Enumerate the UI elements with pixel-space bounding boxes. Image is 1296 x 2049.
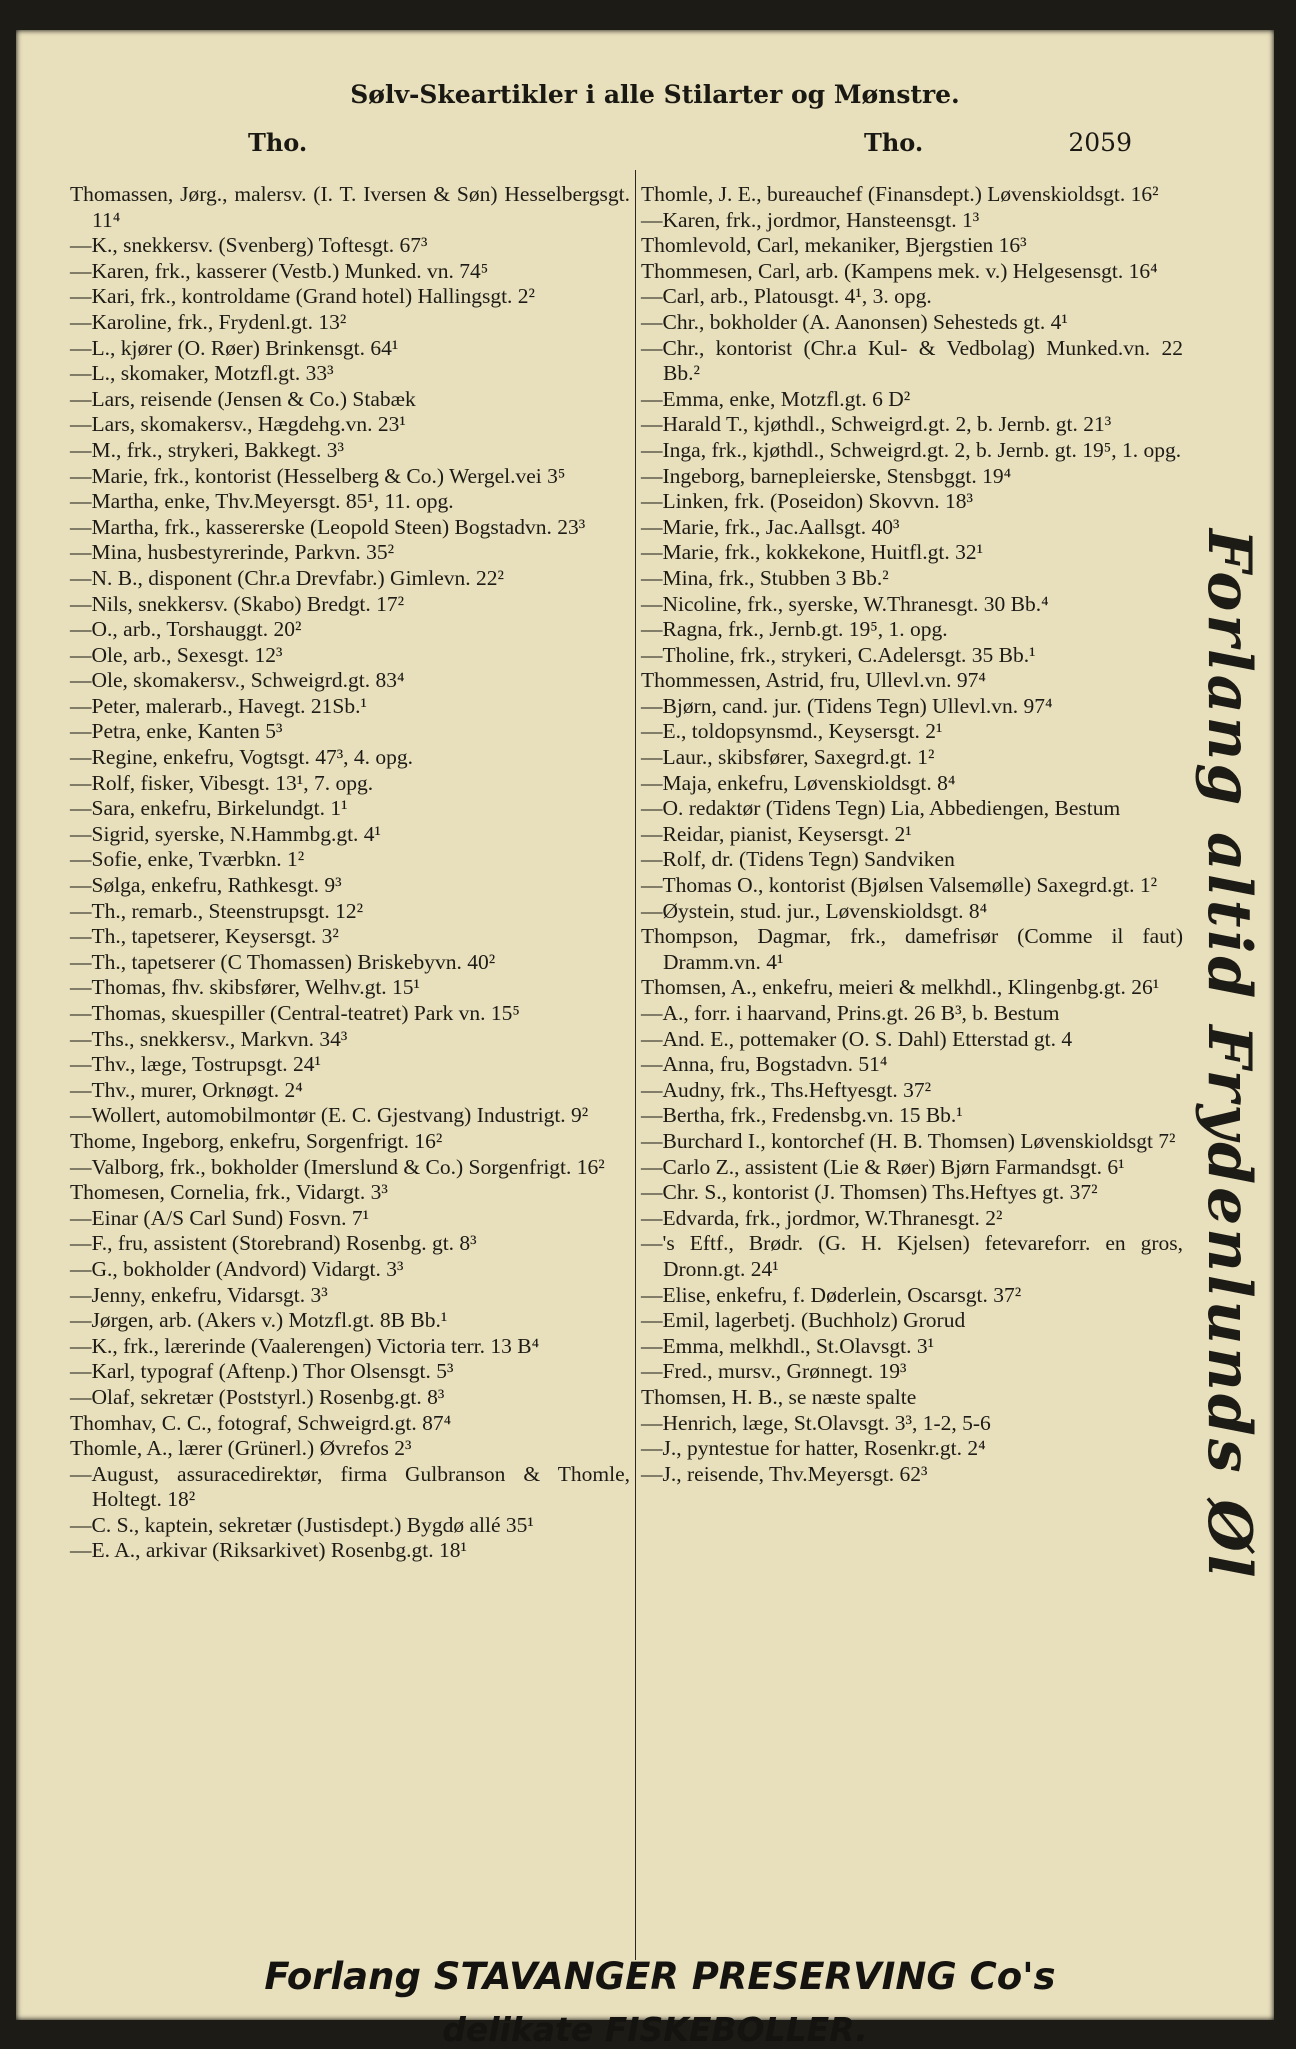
directory-entry: —'s Eftf., Brødr. (G. H. Kjelsen) fetevareforr. en gros, Dronn.gt. 24¹ [641,1231,1183,1281]
directory-entry: —Sofie, enke, Tværbkn. 1² [70,847,305,872]
directory-entry: —Ingeborg, barnepleierske, Stensbggt. 19⁴ [641,463,1012,488]
directory-entry: Thome, Ingeborg, enkefru, Sorgenfrigt. 16² [70,1128,443,1153]
top-banner-advert: Sølv-Skeartikler i alle Stilarter og Mønstre. [350,80,960,109]
directory-entry: —Mina, frk., Stubben 3 Bb.² [641,565,889,590]
directory-entry: —L., skomaker, Motzfl.gt. 33³ [70,361,334,386]
directory-entry: Thomle, A., lærer (Grünerl.) Øvrefos 2³ [70,1436,412,1461]
directory-entry: —Wollert, automobilmontør (E. C. Gjestvang) Industrigt. 9² [70,1103,589,1128]
directory-entry: —Ths., snekkersv., Markvn. 34³ [70,1026,348,1051]
directory-entry: —Rolf, dr. (Tidens Tegn) Sandviken [641,847,955,872]
directory-entry: —Inga, frk., kjøthdl., Schweigrd.gt. 2, b. Jernb. gt. 19⁵, 1. opg. [641,437,1182,462]
directory-entry: —Emil, lagerbetj. (Buchholz) Grorud [641,1308,966,1333]
directory-entry: Thomlevold, Carl, mekaniker, Bjergstien 16³ [641,233,1027,258]
directory-entry: —Jørgen, arb. (Akers v.) Motzfl.gt. 8B Bb.¹ [70,1308,448,1333]
directory-entry: —J., reisende, Thv.Meyersgt. 62³ [641,1461,928,1486]
directory-entry: Thomsen, A., enkefru, meieri & melkhdl., Klingenbg.gt. 26¹ [641,975,1160,1000]
directory-entry: —Ole, skomakersv., Schweigrd.gt. 83⁴ [70,668,405,693]
directory-entry: Thomesen, Cornelia, frk., Vidargt. 3³ [70,1180,388,1205]
directory-entry: —Øystein, stud. jur., Løvenskioldsgt. 8⁴ [641,898,988,923]
column-divider [635,170,636,1960]
directory-entry: —Karen, frk., kasserer (Vestb.) Munked. vn. 74⁵ [70,258,489,283]
directory-entry: —Thomas, fhv. skibsfører, Welhv.gt. 15¹ [70,975,420,1000]
directory-entry: —Thv., læge, Tostrupsgt. 24¹ [70,1052,321,1077]
directory-entry: —Petra, enke, Kanten 5³ [70,719,283,744]
directory-entry: Thomassen, Jørg., malersv. (I. T. Iversen & Søn) Hesselbergsgt. 11⁴ [70,182,630,232]
page-number: 2059 [1068,128,1132,157]
directory-entry: —Sølga, enkefru, Rathkesgt. 9³ [70,873,342,898]
directory-entry: Thomle, J. E., bureauchef (Finansdept.) Løvenskioldsgt. 16² [641,182,1159,206]
side-advert-text: Forlang altid Frydenlunds Øl [1194,529,1264,1581]
directory-entry: —E., toldopsynsmd., Keysersgt. 2¹ [641,719,943,744]
directory-entry: —Martha, frk., kassererske (Leopold Steen) Bogstadvn. 23³ [70,514,586,539]
directory-entry: —Audny, frk., Ths.Heftyesgt. 37² [641,1077,932,1102]
directory-entry: —F., fru, assistent (Storebrand) Rosenbg. gt. 8³ [70,1231,477,1256]
directory-entry: —Th., tapetserer (C Thomassen) Briskebyvn. 40² [70,949,496,974]
directory-entry: Thomhav, C. C., fotograf, Schweigrd.gt. 87⁴ [70,1410,452,1435]
directory-entry: —Peter, malerarb., Havegt. 21Sb.¹ [70,693,367,718]
left-running-head: Tho. [248,128,308,157]
directory-entry: —Sigrid, syerske, N.Hammbg.gt. 4¹ [70,821,382,846]
directory-entry: —K., frk., lærerinde (Vaalerengen) Victoria terr. 13 B⁴ [70,1333,540,1358]
directory-entry: —Harald T., kjøthdl., Schweigrd.gt. 2, b. Jernb. gt. 21³ [641,412,1112,437]
directory-entry: —Thomas, skuespiller (Central-teatret) Park vn. 15⁵ [70,1001,520,1025]
directory-entry: —Lars, skomakersv., Hægdehg.vn. 23¹ [70,412,406,437]
directory-entry: —Emma, melkhdl., St.Olavsgt. 3¹ [641,1333,935,1358]
bottom-advert-line1: Forlang STAVANGER PRESERVING Co's [264,1955,1056,1998]
directory-entry: —Rolf, fisker, Vibesgt. 13¹, 7. opg. [70,770,374,795]
directory-entry: —Laur., skibsfører, Saxegrd.gt. 1² [641,745,935,770]
directory-entry: —Thomas O., kontorist (Bjølsen Valsemølle) Saxegrd.gt. 1² [641,873,1158,898]
directory-entry: —August, assuracedirektør, firma Gulbranson & Thomle, Holtegt. 18² [70,1461,630,1512]
directory-entry: —Olaf, sekretær (Poststyrl.) Rosenbg.gt. 8³ [70,1384,445,1409]
directory-entry: —Th., tapetserer, Keysersgt. 3² [70,924,339,949]
directory-entry: Thompson, Dagmar, frk., damefrisør (Comme il faut) Dramm.vn. 4¹ [641,924,1183,974]
directory-entry: —Fred., mursv., Grønnegt. 19³ [641,1359,907,1384]
directory-entry: —Einar (A/S Carl Sund) Fosvn. 7¹ [70,1205,370,1230]
directory-entry: Thommesen, Carl, arb. (Kampens mek. v.) Helgesensgt. 16⁴ [641,258,1158,283]
directory-entry: —Bertha, frk., Fredensbg.vn. 15 Bb.¹ [641,1103,963,1128]
directory-entry: —Bjørn, cand. jur. (Tidens Tegn) Ullevl.vn. 97⁴ [641,693,1053,718]
directory-entry: —A., forr. i haarvand, Prins.gt. 26 B³, b. Bestum [641,1001,1060,1025]
directory-entry: —Nils, snekkersv. (Skabo) Bredgt. 17² [70,591,405,616]
directory-entry: —Carl, arb., Platousgt. 4¹, 3. opg. [641,284,932,309]
directory-entry: —Chr., bokholder (A. Aanonsen) Sehesteds gt. 4¹ [641,309,1068,334]
directory-entry: —Carlo Z., assistent (Lie & Røer) Bjørn Farmandsgt. 6¹ [641,1154,1125,1179]
directory-entry: Thommessen, Astrid, fru, Ullevl.vn. 97⁴ [641,668,986,693]
directory-entry: —K., snekkersv. (Svenberg) Toftesgt. 67³ [70,233,428,258]
directory-entry: —G., bokholder (Andvord) Vidargt. 3³ [70,1256,404,1281]
directory-entry: —Regine, enkefru, Vogtsgt. 47³, 4. opg. [70,745,414,770]
directory-entry: —E. A., arkivar (Riksarkivet) Rosenbg.gt. 18¹ [70,1538,467,1563]
directory-entry: —Chr. S., kontorist (J. Thomsen) Ths.Heftyes gt. 37² [641,1180,1098,1205]
directory-page [16,30,1274,2049]
directory-entry: —Valborg, frk., bokholder (Imerslund & Co.) Sorgenfrigt. 16² [70,1154,605,1179]
directory-entry: —And. E., pottemaker (O. S. Dahl) Etterstad gt. 4 [641,1026,1073,1051]
directory-entry: —Ole, arb., Sexesgt. 12³ [70,642,283,667]
directory-entry: —Thv., murer, Orknøgt. 2⁴ [70,1077,303,1102]
directory-entry: —Karl, typograf (Aftenp.) Thor Olsensgt. 5³ [70,1359,454,1384]
directory-entry: —Maja, enkefru, Løvenskioldsgt. 8⁴ [641,770,956,795]
right-running-head: Tho. [864,128,924,157]
directory-entry: Thomsen, H. B., se næste spalte [641,1384,917,1409]
directory-entry: —J., pyntestue for hatter, Rosenkr.gt. 2⁴ [641,1436,986,1461]
directory-entry: —Martha, enke, Thv.Meyersgt. 85¹, 11. opg. [70,489,454,514]
directory-entry: —M., frk., strykeri, Bakkegt. 3³ [70,437,344,462]
directory-entry: —Linken, frk. (Poseidon) Skovvn. 18³ [641,489,973,514]
directory-entry: —C. S., kaptein, sekretær (Justisdept.) Bygdø allé 35¹ [70,1512,534,1537]
directory-entry: —Sara, enkefru, Birkelundgt. 1¹ [70,796,348,821]
side-advert [1194,480,1264,1630]
directory-entry: —Chr., kontorist (Chr.a Kul- & Vedbolag) Munked.vn. 22 Bb.² [641,335,1183,386]
directory-entry: —Reidar, pianist, Keysersgt. 2¹ [641,821,912,846]
right-column [641,182,1183,1487]
directory-entry: —Ragna, frk., Jernb.gt. 19⁵, 1. opg. [641,617,948,642]
directory-entry: —Tholine, frk., strykeri, C.Adelersgt. 35 Bb.¹ [641,642,1036,667]
directory-entry: —Mina, husbestyrerinde, Parkvn. 35² [70,540,395,565]
bottom-advert-line2: delikate FISKEBOLLER. [442,2010,868,2049]
directory-entry: —L., kjører (O. Røer) Brinkensgt. 64¹ [70,335,399,360]
directory-entry: —Burchard I., kontorchef (H. B. Thomsen) Løvenskioldsgt 7² [641,1128,1176,1153]
directory-entry: —N. B., disponent (Chr.a Drevfabr.) Gimlevn. 22² [70,565,504,590]
directory-entry: —Anna, fru, Bogstadvn. 51⁴ [641,1052,888,1077]
directory-entry: —Marie, frk., kontorist (Hesselberg & Co.) Wergel.vei 3⁵ [70,463,566,488]
directory-entry: —Marie, frk., kokkekone, Huitfl.gt. 32¹ [641,540,984,565]
directory-entry: —Edvarda, frk., jordmor, W.Thranesgt. 2² [641,1205,1003,1230]
directory-entry: —O. redaktør (Tidens Tegn) Lia, Abbediengen, Bestum [641,796,1121,821]
directory-entry: —O., arb., Torshauggt. 20² [70,617,302,642]
directory-entry: —Karoline, frk., Frydenl.gt. 13² [70,309,347,334]
directory-entry: —Lars, reisende (Jensen & Co.) Stabæk [70,386,416,411]
directory-entry: —Jenny, enkefru, Vidarsgt. 3³ [70,1282,328,1307]
directory-entry: —Emma, enke, Motzfl.gt. 6 D² [641,386,911,411]
directory-entry: —Marie, frk., Jac.Aallsgt. 40³ [641,514,900,539]
directory-entry: —Nicoline, frk., syerske, W.Thranesgt. 30 Bb.⁴ [641,591,1049,616]
directory-entry: —Henrich, læge, St.Olavsgt. 3³, 1-2, 5-6 [641,1410,991,1435]
directory-entry: —Karen, frk., jordmor, Hansteensgt. 1³ [641,207,980,232]
directory-entry: —Kari, frk., kontroldame (Grand hotel) Hallingsgt. 2² [70,284,536,309]
left-column [70,182,630,1564]
directory-entry: —Elise, enkefru, f. Døderlein, Oscarsgt. 37² [641,1282,1022,1307]
directory-entry: —Th., remarb., Steenstrupsgt. 12² [70,898,364,923]
